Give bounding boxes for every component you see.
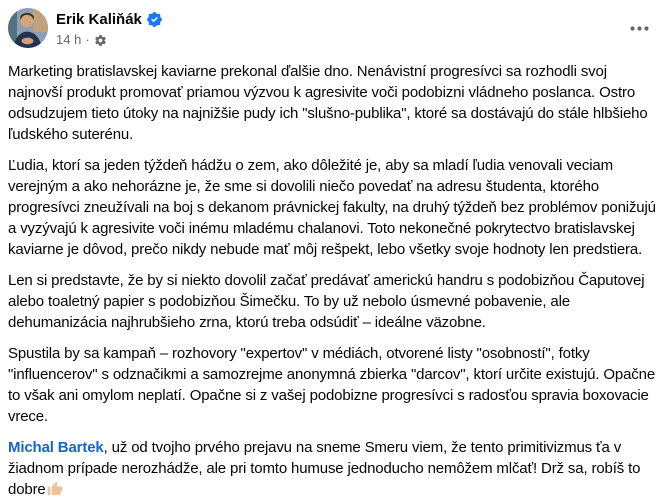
mention-link-michal-bartek[interactable]: Michal Bartek: [8, 439, 104, 456]
post-final-text: , už od tvojho prvého prejavu na sneme Smeru viem, že tento primitivizmus ťa v žiadnom prípade nerozhádže, ale pri tomto humuse jednoducho nemôžem mlčať! Drž sa, robíš to dobre: [8, 439, 641, 498]
post-paragraph: [8, 437, 661, 498]
post-paragraph: Marketing bratislavskej kaviarne prekonal ďalšie dno. Nenávistní progresívci sa rozhodli svoj najnovší produkt promovať priamou výzvou k agresivite voči podobizni vládneho poslanca. Ostro odsudzujem tieto útoky na najnižšie pudy ich "slušno-publika", ktoré sa dostávajú do stále hlbšieho ľudského suterénu.: [8, 63, 648, 143]
post-paragraph: Spustila by sa kampaň – rozhovory "expertov" v médiách, otvorené listy "osobností", fotky "influencerov" s odznačikmi a samozrejme anonymná zbierka "darcov", ktorí určite existujú. Opačne to však ani omylom neplatí. Opačne si z vašej podobizne progresívci s radosťou spravia boxovacie vrece.: [8, 345, 656, 425]
post-timestamp[interactable]: 14 h: [56, 32, 82, 47]
ellipsis-icon: [630, 26, 649, 31]
author-name[interactable]: Erik Kaliňák: [56, 11, 142, 28]
profile-picture[interactable]: [8, 8, 48, 48]
post-header-text: [56, 8, 624, 48]
post-header: [8, 8, 661, 48]
post-body: [8, 61, 661, 498]
avatar-photo: [8, 8, 48, 48]
thumbs-up-emoji: [47, 481, 63, 497]
post-paragraph: Len si predstavte, že by si niekto dovolil začať predávať americkú handru s podobizňou Čaputovej alebo toaletný papier s podobizňou Šimečku. To by už nebolo úsmevné pobavenie, ale dehumanizácia najhrubšieho zrna, ktorú treba odsúdiť – ideálne väzobne.: [8, 272, 645, 331]
meta-separator: ·: [85, 32, 90, 47]
more-options-button[interactable]: [624, 20, 655, 37]
verified-badge-icon: [147, 12, 162, 27]
post-paragraph: Ľudia, ktorí sa jeden týždeň hádžu o zem, ako dôležité je, aby sa mladí ľudia venovali veciam verejným a ako nehorázne je, že sme si dovolili niečo povedať na adresu študenta, ktorého progresívci zneužívali na boj s dekanom právnickej fakulty, na druhý týždeň bez problémov ponižujú a vyzývajú k agresivite voči inému mladému chalanovi. Toto nekonečné pokrytectvo bratislavskej kaviarne je dôvod, prečo nikdy nebude mať môj rešpekt, lebo všetky svoje hodnoty len predstiera.: [8, 157, 656, 258]
privacy-gear-icon: [94, 34, 107, 47]
